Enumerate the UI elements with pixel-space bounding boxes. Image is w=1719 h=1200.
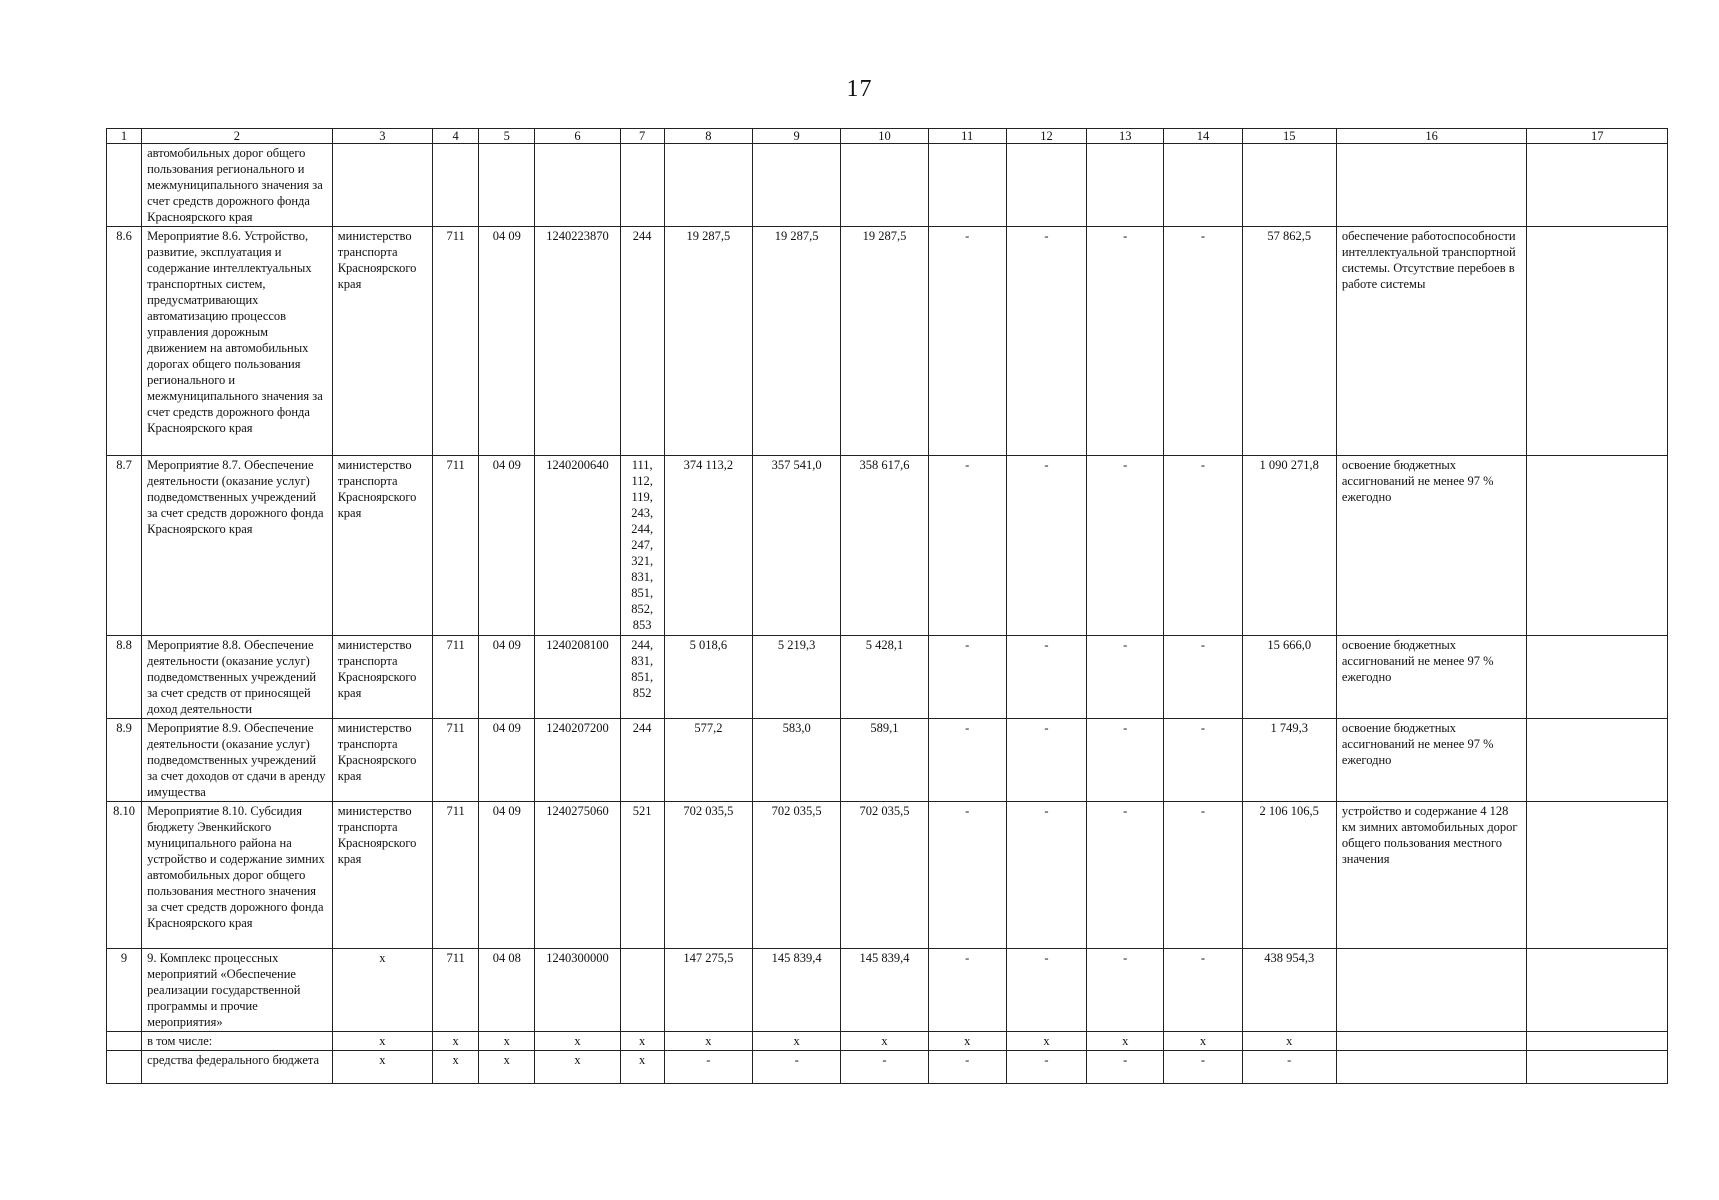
- cell-col13: -: [1087, 227, 1164, 456]
- cell-col13: -: [1087, 1051, 1164, 1084]
- cell-col14: -: [1164, 949, 1242, 1032]
- cell-col6: x: [535, 1051, 620, 1084]
- cell-col17: [1527, 1051, 1668, 1084]
- column-header: 13: [1087, 129, 1164, 144]
- cell-activity-name: автомобильных дорог общего пользования регионального и межмуниципального значения за счет средств дорожного фонда Красноярского края: [142, 144, 333, 227]
- column-header: 9: [753, 129, 841, 144]
- cell-col6: 1240208100: [535, 636, 620, 719]
- column-header: 7: [620, 129, 664, 144]
- cell-col6: 1240275060: [535, 802, 620, 949]
- cell-col4: 711: [433, 227, 479, 456]
- cell-activity-name: 9. Комплекс процессных мероприятий «Обеспечение реализации государственной программы и прочие мероприятия»: [142, 949, 333, 1032]
- cell-row-number: [107, 1051, 142, 1084]
- cell-executor: x: [332, 1051, 432, 1084]
- cell-result: освоение бюджетных ассигнований не менее 97 % ежегодно: [1336, 719, 1527, 802]
- cell-col14: -: [1164, 636, 1242, 719]
- cell-activity-name: Мероприятие 8.8. Обеспечение деятельности (оказание услуг) подведомственных учреждений за счет средств от приносящей доход деятельности: [142, 636, 333, 719]
- column-header: 16: [1336, 129, 1527, 144]
- cell-col11: -: [928, 949, 1006, 1032]
- cell-col14: x: [1164, 1032, 1242, 1051]
- cell-col8: -: [664, 1051, 752, 1084]
- cell-col11: -: [928, 456, 1006, 636]
- table-row: [107, 1051, 1668, 1084]
- cell-col12: -: [1006, 456, 1086, 636]
- table-row: [107, 456, 1668, 636]
- cell-row-number: 8.6: [107, 227, 142, 456]
- cell-activity-name: Мероприятие 8.9. Обеспечение деятельности (оказание услуг) подведомственных учреждений за счет доходов от сдачи в аренду имущества: [142, 719, 333, 802]
- cell-result: [1336, 144, 1527, 227]
- cell-col9: [753, 144, 841, 227]
- cell-col15: -: [1242, 1051, 1336, 1084]
- cell-col6: [535, 144, 620, 227]
- cell-row-number: 8.8: [107, 636, 142, 719]
- cell-activity-name: в том числе:: [142, 1032, 333, 1051]
- cell-col12: -: [1006, 802, 1086, 949]
- column-header: 2: [142, 129, 333, 144]
- cell-col5: x: [479, 1032, 535, 1051]
- cell-col8: 374 113,2: [664, 456, 752, 636]
- column-header: 10: [841, 129, 928, 144]
- cell-col7: 244: [620, 719, 664, 802]
- cell-col8: 19 287,5: [664, 227, 752, 456]
- cell-col7: x: [620, 1032, 664, 1051]
- cell-executor: министерство транспорта Красноярского края: [332, 802, 432, 949]
- column-header: 6: [535, 129, 620, 144]
- cell-col14: [1164, 144, 1242, 227]
- column-header: 4: [433, 129, 479, 144]
- table-row: [107, 227, 1668, 456]
- cell-result: освоение бюджетных ассигнований не менее 97 % ежегодно: [1336, 456, 1527, 636]
- column-header: 17: [1527, 129, 1668, 144]
- cell-col15: 15 666,0: [1242, 636, 1336, 719]
- cell-col9: x: [753, 1032, 841, 1051]
- cell-col11: [928, 144, 1006, 227]
- cell-row-number: 9: [107, 949, 142, 1032]
- cell-col7: 244, 831, 851, 852: [620, 636, 664, 719]
- cell-col14: -: [1164, 227, 1242, 456]
- cell-col4: 711: [433, 719, 479, 802]
- cell-col11: -: [928, 802, 1006, 949]
- cell-col11: -: [928, 636, 1006, 719]
- cell-col11: x: [928, 1032, 1006, 1051]
- cell-col10: 702 035,5: [841, 802, 928, 949]
- cell-col4: [433, 144, 479, 227]
- cell-col10: 589,1: [841, 719, 928, 802]
- cell-col5: 04 08: [479, 949, 535, 1032]
- cell-col15: 438 954,3: [1242, 949, 1336, 1032]
- cell-col14: -: [1164, 456, 1242, 636]
- table-row: [107, 144, 1668, 227]
- cell-col4: 711: [433, 636, 479, 719]
- cell-col17: [1527, 456, 1668, 636]
- cell-col5: 04 09: [479, 636, 535, 719]
- cell-col8: 5 018,6: [664, 636, 752, 719]
- table-row: [107, 1032, 1668, 1051]
- cell-result: освоение бюджетных ассигнований не менее 97 % ежегодно: [1336, 636, 1527, 719]
- cell-col17: [1527, 636, 1668, 719]
- cell-col14: -: [1164, 719, 1242, 802]
- column-header: 5: [479, 129, 535, 144]
- table-row: [107, 949, 1668, 1032]
- cell-activity-name: средства федерального бюджета: [142, 1051, 333, 1084]
- cell-col15: x: [1242, 1032, 1336, 1051]
- cell-executor: [332, 144, 432, 227]
- cell-col13: x: [1087, 1032, 1164, 1051]
- cell-col9: 5 219,3: [753, 636, 841, 719]
- cell-col5: 04 09: [479, 227, 535, 456]
- cell-executor: министерство транспорта Красноярского края: [332, 636, 432, 719]
- cell-col11: -: [928, 227, 1006, 456]
- cell-col8: x: [664, 1032, 752, 1051]
- cell-activity-name: Мероприятие 8.10. Субсидия бюджету Эвенкийского муниципального района на устройство и содержание зимних автомобильных дорог общего пользования местного значения за счет средств дорожного фонда Красноярского края: [142, 802, 333, 949]
- cell-col9: 702 035,5: [753, 802, 841, 949]
- cell-col14: -: [1164, 802, 1242, 949]
- page-number: 17: [846, 76, 873, 102]
- cell-executor: министерство транспорта Красноярского края: [332, 456, 432, 636]
- cell-col11: -: [928, 719, 1006, 802]
- cell-col12: -: [1006, 1051, 1086, 1084]
- cell-col17: [1527, 719, 1668, 802]
- cell-executor: x: [332, 1032, 432, 1051]
- cell-col4: x: [433, 1032, 479, 1051]
- column-header: 15: [1242, 129, 1336, 144]
- cell-col13: -: [1087, 949, 1164, 1032]
- cell-executor: x: [332, 949, 432, 1032]
- cell-col4: x: [433, 1051, 479, 1084]
- cell-col8: 147 275,5: [664, 949, 752, 1032]
- cell-col12: -: [1006, 227, 1086, 456]
- cell-col17: [1527, 802, 1668, 949]
- cell-col9: 145 839,4: [753, 949, 841, 1032]
- cell-activity-name: Мероприятие 8.7. Обеспечение деятельности (оказание услуг) подведомственных учреждений за счет средств дорожного фонда Красноярского края: [142, 456, 333, 636]
- cell-col10: 19 287,5: [841, 227, 928, 456]
- cell-col14: -: [1164, 1051, 1242, 1084]
- cell-col12: -: [1006, 636, 1086, 719]
- cell-col12: [1006, 144, 1086, 227]
- table-row: [107, 636, 1668, 719]
- cell-col5: x: [479, 1051, 535, 1084]
- cell-row-number: 8.10: [107, 802, 142, 949]
- column-header: 14: [1164, 129, 1242, 144]
- cell-result: [1336, 949, 1527, 1032]
- cell-col17: [1527, 144, 1668, 227]
- cell-col10: -: [841, 1051, 928, 1084]
- cell-col4: 711: [433, 802, 479, 949]
- cell-row-number: [107, 1032, 142, 1051]
- cell-activity-name: Мероприятие 8.6. Устройство, развитие, эксплуатация и содержание интеллектуальных транспортных систем, предусматривающих автоматизацию процессов управления дорожным движением на автомобильных дорогах общего пользования регионального и межмуниципального значения за счет средств дорожного фонда Красноярского края: [142, 227, 333, 456]
- cell-col11: -: [928, 1051, 1006, 1084]
- table-row: [107, 719, 1668, 802]
- cell-col9: 19 287,5: [753, 227, 841, 456]
- table-row: [107, 802, 1668, 949]
- cell-col9: -: [753, 1051, 841, 1084]
- cell-col5: 04 09: [479, 456, 535, 636]
- cell-col13: -: [1087, 719, 1164, 802]
- cell-col12: x: [1006, 1032, 1086, 1051]
- cell-col17: [1527, 227, 1668, 456]
- cell-col6: x: [535, 1032, 620, 1051]
- column-header-row: [107, 129, 1668, 144]
- cell-col7: 244: [620, 227, 664, 456]
- cell-col6: 1240200640: [535, 456, 620, 636]
- cell-col9: 583,0: [753, 719, 841, 802]
- cell-col5: [479, 144, 535, 227]
- cell-col10: x: [841, 1032, 928, 1051]
- cell-col15: 2 106 106,5: [1242, 802, 1336, 949]
- cell-col7: x: [620, 1051, 664, 1084]
- cell-row-number: [107, 144, 142, 227]
- cell-col7: 111, 112, 119, 243, 244, 247, 321, 831, 851, 852, 853: [620, 456, 664, 636]
- column-header: 11: [928, 129, 1006, 144]
- cell-col13: -: [1087, 802, 1164, 949]
- cell-col15: [1242, 144, 1336, 227]
- cell-col4: 711: [433, 456, 479, 636]
- cell-col17: [1527, 949, 1668, 1032]
- cell-col9: 357 541,0: [753, 456, 841, 636]
- cell-col10: [841, 144, 928, 227]
- program-table: [106, 128, 1668, 1084]
- cell-col12: -: [1006, 949, 1086, 1032]
- column-header: 8: [664, 129, 752, 144]
- cell-result: обеспечение работоспособности интеллектуальной транспортной системы. Отсутствие перебоев в работе системы: [1336, 227, 1527, 456]
- cell-result: устройство и содержание 4 128 км зимних автомобильных дорог общего пользования местного значения: [1336, 802, 1527, 949]
- cell-col10: 5 428,1: [841, 636, 928, 719]
- cell-col4: 711: [433, 949, 479, 1032]
- cell-row-number: 8.7: [107, 456, 142, 636]
- cell-col13: -: [1087, 456, 1164, 636]
- cell-col6: 1240207200: [535, 719, 620, 802]
- cell-col8: [664, 144, 752, 227]
- cell-col17: [1527, 1032, 1668, 1051]
- cell-col7: [620, 144, 664, 227]
- cell-col7: 521: [620, 802, 664, 949]
- cell-executor: министерство транспорта Красноярского края: [332, 227, 432, 456]
- cell-col5: 04 09: [479, 719, 535, 802]
- cell-col15: 57 862,5: [1242, 227, 1336, 456]
- cell-col6: 1240300000: [535, 949, 620, 1032]
- cell-row-number: 8.9: [107, 719, 142, 802]
- cell-col15: 1 749,3: [1242, 719, 1336, 802]
- column-header: 12: [1006, 129, 1086, 144]
- cell-col12: -: [1006, 719, 1086, 802]
- cell-executor: министерство транспорта Красноярского края: [332, 719, 432, 802]
- cell-col7: [620, 949, 664, 1032]
- cell-col13: -: [1087, 636, 1164, 719]
- cell-col6: 1240223870: [535, 227, 620, 456]
- cell-col13: [1087, 144, 1164, 227]
- cell-col5: 04 09: [479, 802, 535, 949]
- cell-result: [1336, 1051, 1527, 1084]
- cell-col10: 358 617,6: [841, 456, 928, 636]
- cell-col8: 577,2: [664, 719, 752, 802]
- column-header: 1: [107, 129, 142, 144]
- cell-col10: 145 839,4: [841, 949, 928, 1032]
- cell-col8: 702 035,5: [664, 802, 752, 949]
- column-header: 3: [332, 129, 432, 144]
- cell-col15: 1 090 271,8: [1242, 456, 1336, 636]
- cell-result: [1336, 1032, 1527, 1051]
